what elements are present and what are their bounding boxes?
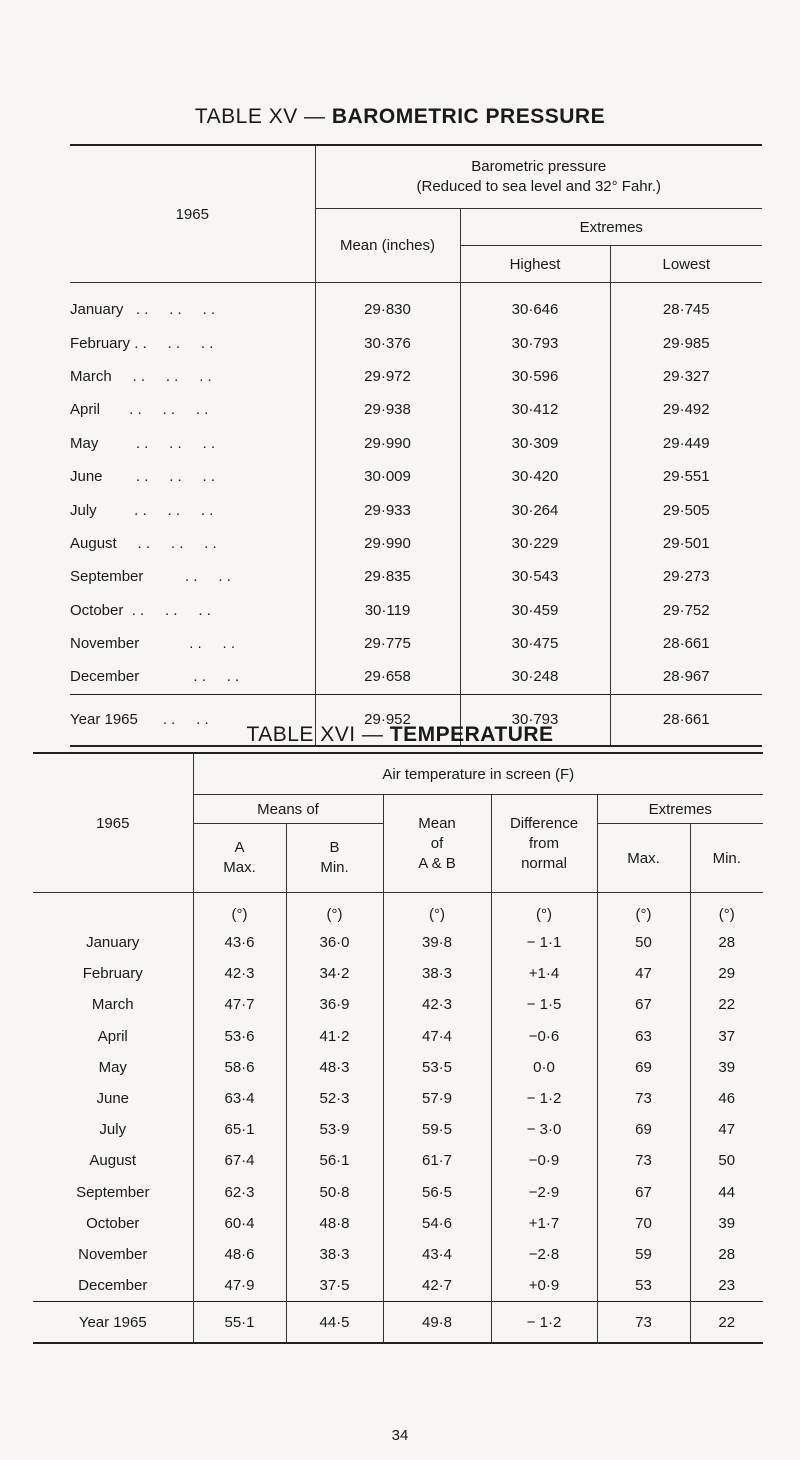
max-cell: 50 <box>597 927 690 958</box>
lowest-cell: 28·745 <box>662 301 710 319</box>
table-xv-title-prefix: TABLE XV — <box>194 105 332 128</box>
t2-header-means-of: Means of <box>193 795 383 824</box>
table-row <box>70 427 762 460</box>
max-cell: 59 <box>597 1239 690 1270</box>
month-cell: September <box>33 1177 193 1208</box>
t2-year-label: Year 1965 <box>33 1302 193 1344</box>
b-min-cell: 36·0 <box>286 927 383 958</box>
table-row <box>70 527 762 560</box>
units-row <box>33 893 763 928</box>
diff-cell: −2·9 <box>491 1177 597 1208</box>
t2-header-b-min-label: Min. <box>320 859 349 876</box>
t2-year-max: 73 <box>597 1302 690 1344</box>
month-cell: April <box>33 1021 193 1052</box>
table-row <box>70 627 762 660</box>
max-cell: 67 <box>597 989 690 1020</box>
header-mean-inches: Mean (inches) <box>315 209 460 283</box>
diff-cell: − 1·2 <box>491 1083 597 1114</box>
min-cell: 23 <box>718 1277 736 1295</box>
diff-cell: +1·7 <box>491 1208 597 1239</box>
highest-cell: 30·264 <box>460 493 610 526</box>
t2-year-a-max: 55·1 <box>193 1302 286 1344</box>
min-cell: 29 <box>718 965 736 983</box>
t2-header-mean-l3: A & B <box>418 854 456 872</box>
table-row <box>33 989 763 1020</box>
year-mean: 29·952 <box>315 694 460 746</box>
mean-cell: 29·972 <box>315 360 460 393</box>
lowest-cell: 29·501 <box>662 534 710 552</box>
t2-year-min: 22 <box>690 1302 763 1344</box>
lowest-cell: 28·967 <box>662 668 710 686</box>
t2-year-total-row <box>33 1302 763 1344</box>
header-year: 1965 <box>70 145 315 283</box>
table-xvi-title-main: TEMPERATURE <box>389 723 554 746</box>
b-min-cell: 50·8 <box>286 1177 383 1208</box>
table-row <box>70 493 762 526</box>
t2-year-mean: 49·8 <box>383 1302 491 1344</box>
table-row <box>33 927 763 958</box>
table-row <box>33 1239 763 1270</box>
a-max-cell: 42·3 <box>193 958 286 989</box>
table-row <box>33 1270 763 1302</box>
table-row <box>70 360 762 393</box>
mean-cell: 43·4 <box>383 1239 491 1270</box>
max-cell: 70 <box>597 1208 690 1239</box>
t2-header-b: B <box>329 839 340 856</box>
header-group-line2: (Reduced to sea level and 32° Fahr.) <box>416 178 661 195</box>
table-row <box>33 1145 763 1176</box>
diff-cell: −2·8 <box>491 1239 597 1270</box>
a-max-cell: 67·4 <box>193 1145 286 1176</box>
month-cell: May . . . . . . <box>70 427 315 460</box>
a-max-cell: 43·6 <box>193 927 286 958</box>
diff-cell: − 3·0 <box>491 1114 597 1145</box>
unit-mean: (°) <box>383 893 491 928</box>
highest-cell: 30·420 <box>460 460 610 493</box>
table-row <box>70 560 762 593</box>
month-cell: October . . . . . . <box>70 594 315 627</box>
highest-cell: 30·596 <box>460 360 610 393</box>
month-cell: June <box>33 1083 193 1114</box>
t2-header-mean-l2: of <box>430 834 444 852</box>
highest-cell: 30·543 <box>460 560 610 593</box>
b-min-cell: 38·3 <box>286 1239 383 1270</box>
table-row <box>33 1052 763 1083</box>
mean-cell: 57·9 <box>383 1083 491 1114</box>
mean-cell: 30·376 <box>315 326 460 359</box>
b-min-cell: 37·5 <box>286 1270 383 1302</box>
t2-year-b-min: 44·5 <box>286 1302 383 1344</box>
b-min-cell: 48·8 <box>286 1208 383 1239</box>
unit-min: (°) <box>718 905 735 923</box>
max-cell: 47 <box>597 958 690 989</box>
a-max-cell: 53·6 <box>193 1021 286 1052</box>
t2-header-a-max <box>193 824 286 893</box>
t2-header-max: Max. <box>597 824 690 893</box>
a-max-cell: 65·1 <box>193 1114 286 1145</box>
table-row <box>70 393 762 426</box>
header-lowest: Lowest <box>610 246 762 283</box>
max-cell: 73 <box>597 1145 690 1176</box>
month-cell: July . . . . . . <box>70 493 315 526</box>
table-row <box>70 326 762 359</box>
mean-cell: 29·835 <box>315 560 460 593</box>
month-cell: January . . . . . . <box>70 283 315 327</box>
lowest-cell: 29·327 <box>662 367 710 385</box>
t2-year-diff: − 1·2 <box>491 1302 597 1344</box>
t2-header-a: A <box>234 839 245 856</box>
diff-cell: −0·6 <box>491 1021 597 1052</box>
highest-cell: 30·646 <box>460 283 610 327</box>
max-cell: 69 <box>597 1052 690 1083</box>
t2-header-a-max-label: Max. <box>223 859 256 876</box>
mean-cell: 29·933 <box>315 493 460 526</box>
month-cell: September . . . . <box>70 560 315 593</box>
t2-header-extremes: Extremes <box>597 795 763 824</box>
mean-cell: 29·830 <box>315 283 460 327</box>
t2-header-mean-l1: Mean <box>418 814 456 832</box>
mean-cell: 53·5 <box>383 1052 491 1083</box>
month-cell: November . . . . <box>70 627 315 660</box>
month-cell: August . . . . . . <box>70 527 315 560</box>
t2-header-min: Min. <box>690 824 763 893</box>
month-cell: April . . . . . . <box>70 393 315 426</box>
max-cell: 69 <box>597 1114 690 1145</box>
mean-cell: 29·990 <box>315 427 460 460</box>
t2-header-air-temp: Air temperature in screen (F) <box>193 753 763 795</box>
barometric-pressure-table <box>70 144 762 747</box>
highest-cell: 30·793 <box>460 326 610 359</box>
table-row <box>33 1177 763 1208</box>
lowest-cell: 29·505 <box>662 501 710 519</box>
b-min-cell: 52·3 <box>286 1083 383 1114</box>
t2-header-diff-l2: from <box>529 834 559 852</box>
header-highest: Highest <box>460 246 610 283</box>
month-cell: November <box>33 1239 193 1270</box>
b-min-cell: 53·9 <box>286 1114 383 1145</box>
table-row <box>70 594 762 627</box>
min-cell: 47 <box>718 1121 736 1139</box>
mean-cell: 30·009 <box>315 460 460 493</box>
lowest-cell: 29·273 <box>662 568 710 586</box>
mean-cell: 54·6 <box>383 1208 491 1239</box>
month-cell: February . . . . . . <box>70 326 315 359</box>
month-cell: June . . . . . . <box>70 460 315 493</box>
month-cell: May <box>33 1052 193 1083</box>
header-barometric-group <box>315 145 762 209</box>
mean-cell: 29·775 <box>315 627 460 660</box>
a-max-cell: 63·4 <box>193 1083 286 1114</box>
max-cell: 73 <box>597 1083 690 1114</box>
highest-cell: 30·229 <box>460 527 610 560</box>
mean-cell: 59·5 <box>383 1114 491 1145</box>
t2-header-b-min <box>286 824 383 893</box>
table-row <box>70 660 762 694</box>
page-number: 34 <box>391 1427 409 1444</box>
min-cell: 28 <box>718 934 736 952</box>
lowest-cell: 29·985 <box>662 334 710 352</box>
month-cell: February <box>33 958 193 989</box>
diff-cell: − 1·1 <box>491 927 597 958</box>
year-highest: 30·793 <box>460 694 610 746</box>
table-row <box>33 1114 763 1145</box>
min-cell: 22 <box>718 996 736 1014</box>
min-cell: 39 <box>718 1214 736 1232</box>
unit-max: (°) <box>597 893 690 928</box>
a-max-cell: 47·9 <box>193 1270 286 1302</box>
mean-cell: 61·7 <box>383 1145 491 1176</box>
mean-cell: 39·8 <box>383 927 491 958</box>
t2-header-mean <box>383 795 491 893</box>
a-max-cell: 62·3 <box>193 1177 286 1208</box>
mean-cell: 47·4 <box>383 1021 491 1052</box>
highest-cell: 30·412 <box>460 393 610 426</box>
b-min-cell: 34·2 <box>286 958 383 989</box>
month-cell: December <box>33 1270 193 1302</box>
min-cell: 39 <box>718 1058 736 1076</box>
a-max-cell: 48·6 <box>193 1239 286 1270</box>
b-min-cell: 56·1 <box>286 1145 383 1176</box>
t2-header-diff-l1: Difference <box>509 814 579 832</box>
min-cell: 44 <box>718 1183 736 1201</box>
lowest-cell: 29·551 <box>662 468 710 486</box>
max-cell: 63 <box>597 1021 690 1052</box>
mean-cell: 42·3 <box>383 989 491 1020</box>
table-xvi-title <box>0 723 800 747</box>
min-cell: 50 <box>718 1152 736 1170</box>
mean-cell: 38·3 <box>383 958 491 989</box>
diff-cell: 0·0 <box>491 1052 597 1083</box>
unit-b: (°) <box>286 893 383 928</box>
t2-header-year: 1965 <box>33 753 193 893</box>
month-cell: December . . . . <box>70 660 315 694</box>
lowest-cell: 29·492 <box>662 401 710 419</box>
table-row <box>33 1208 763 1239</box>
table-row <box>33 1083 763 1114</box>
max-cell: 53 <box>597 1270 690 1302</box>
diff-cell: − 1·5 <box>491 989 597 1020</box>
lowest-cell: 29·752 <box>662 601 710 619</box>
highest-cell: 30·309 <box>460 427 610 460</box>
temperature-table <box>33 752 763 1344</box>
table-xv-title <box>0 105 800 129</box>
b-min-cell: 36·9 <box>286 989 383 1020</box>
year-label: Year 1965 . . . . <box>70 694 315 746</box>
a-max-cell: 60·4 <box>193 1208 286 1239</box>
max-cell: 67 <box>597 1177 690 1208</box>
table-row <box>70 460 762 493</box>
b-min-cell: 48·3 <box>286 1052 383 1083</box>
mean-cell: 29·658 <box>315 660 460 694</box>
mean-cell: 42·7 <box>383 1270 491 1302</box>
b-min-cell: 41·2 <box>286 1021 383 1052</box>
month-cell: March <box>33 989 193 1020</box>
month-cell: March . . . . . . <box>70 360 315 393</box>
diff-cell: +1·4 <box>491 958 597 989</box>
t2-header-diff-l3: normal <box>521 854 567 872</box>
table-xvi-title-prefix: TABLE XVI — <box>246 723 390 746</box>
unit-a: (°) <box>193 893 286 928</box>
mean-cell: 30·119 <box>315 594 460 627</box>
highest-cell: 30·248 <box>460 660 610 694</box>
header-group-line1: Barometric pressure <box>471 158 607 175</box>
month-cell: October <box>33 1208 193 1239</box>
header-extremes: Extremes <box>460 209 762 246</box>
table-xv-title-main: BAROMETRIC PRESSURE <box>331 105 606 128</box>
year-lowest: 28·661 <box>610 694 762 746</box>
mean-cell: 29·990 <box>315 527 460 560</box>
t2-header-difference <box>491 795 597 893</box>
highest-cell: 30·459 <box>460 594 610 627</box>
table-row <box>33 958 763 989</box>
a-max-cell: 47·7 <box>193 989 286 1020</box>
lowest-cell: 28·661 <box>662 635 710 653</box>
min-cell: 46 <box>718 1090 736 1108</box>
lowest-cell: 29·449 <box>662 434 710 452</box>
diff-cell: −0·9 <box>491 1145 597 1176</box>
mean-cell: 56·5 <box>383 1177 491 1208</box>
a-max-cell: 58·6 <box>193 1052 286 1083</box>
month-cell: July <box>33 1114 193 1145</box>
unit-diff: (°) <box>491 893 597 928</box>
min-cell: 28 <box>718 1245 736 1263</box>
table-row <box>33 1021 763 1052</box>
month-cell: August <box>33 1145 193 1176</box>
diff-cell: +0·9 <box>491 1270 597 1302</box>
highest-cell: 30·475 <box>460 627 610 660</box>
mean-cell: 29·938 <box>315 393 460 426</box>
table-row <box>70 283 762 327</box>
month-cell: January <box>33 927 193 958</box>
min-cell: 37 <box>718 1027 736 1045</box>
